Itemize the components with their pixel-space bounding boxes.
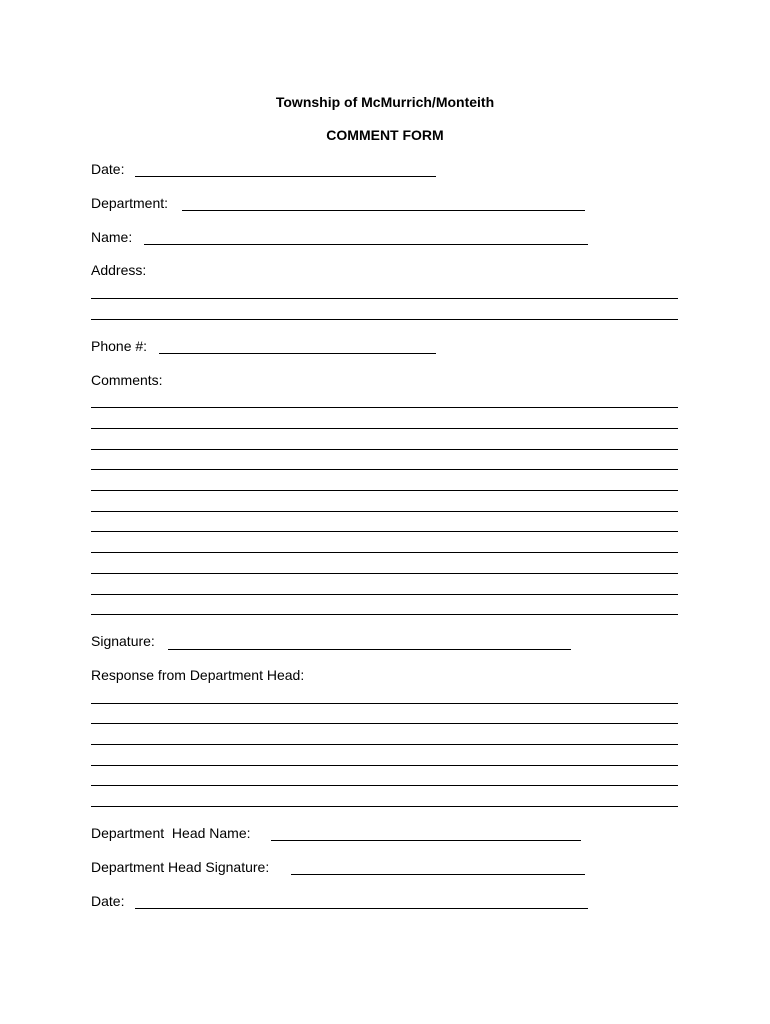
- organization-title: Township of McMurrich/Monteith: [275, 94, 495, 110]
- comments-line[interactable]: [91, 449, 678, 450]
- comments-line[interactable]: [91, 407, 678, 408]
- phone-label: Phone #:: [91, 338, 148, 354]
- response-line[interactable]: [91, 765, 678, 766]
- signature-label: Signature:: [91, 633, 155, 649]
- name-label: Name:: [91, 229, 133, 245]
- comments-line[interactable]: [91, 511, 678, 512]
- comments-line[interactable]: [91, 594, 678, 595]
- comments-line[interactable]: [91, 490, 678, 491]
- final-date-label: Date:: [91, 893, 125, 909]
- comments-line[interactable]: [91, 469, 678, 470]
- comments-line[interactable]: [91, 531, 678, 532]
- comments-line[interactable]: [91, 573, 678, 574]
- response-line[interactable]: [91, 703, 678, 704]
- name-field-line[interactable]: [144, 244, 588, 245]
- dept-head-name-label: Department Head Name:: [91, 825, 251, 841]
- form-title: COMMENT FORM: [326, 127, 444, 143]
- response-line[interactable]: [91, 744, 678, 745]
- comments-line[interactable]: [91, 552, 678, 553]
- department-label: Department:: [91, 195, 169, 211]
- dept-head-signature-field-line[interactable]: [291, 874, 585, 875]
- final-date-field-line[interactable]: [135, 908, 588, 909]
- date-field-line[interactable]: [135, 176, 436, 177]
- address-line[interactable]: [91, 319, 678, 320]
- address-line[interactable]: [91, 298, 678, 299]
- address-label: Address:: [91, 262, 147, 278]
- dept-head-name-field-line[interactable]: [271, 840, 581, 841]
- department-field-line[interactable]: [182, 210, 585, 211]
- date-label: Date:: [91, 161, 125, 177]
- dept-head-signature-label: Department Head Signature:: [91, 859, 270, 875]
- signature-field-line[interactable]: [168, 649, 571, 650]
- comments-line[interactable]: [91, 428, 678, 429]
- comments-label: Comments:: [91, 372, 163, 388]
- phone-field-line[interactable]: [159, 353, 436, 354]
- response-line[interactable]: [91, 723, 678, 724]
- response-line[interactable]: [91, 806, 678, 807]
- comments-line[interactable]: [91, 614, 678, 615]
- response-label: Response from Department Head:: [91, 667, 305, 683]
- response-line[interactable]: [91, 785, 678, 786]
